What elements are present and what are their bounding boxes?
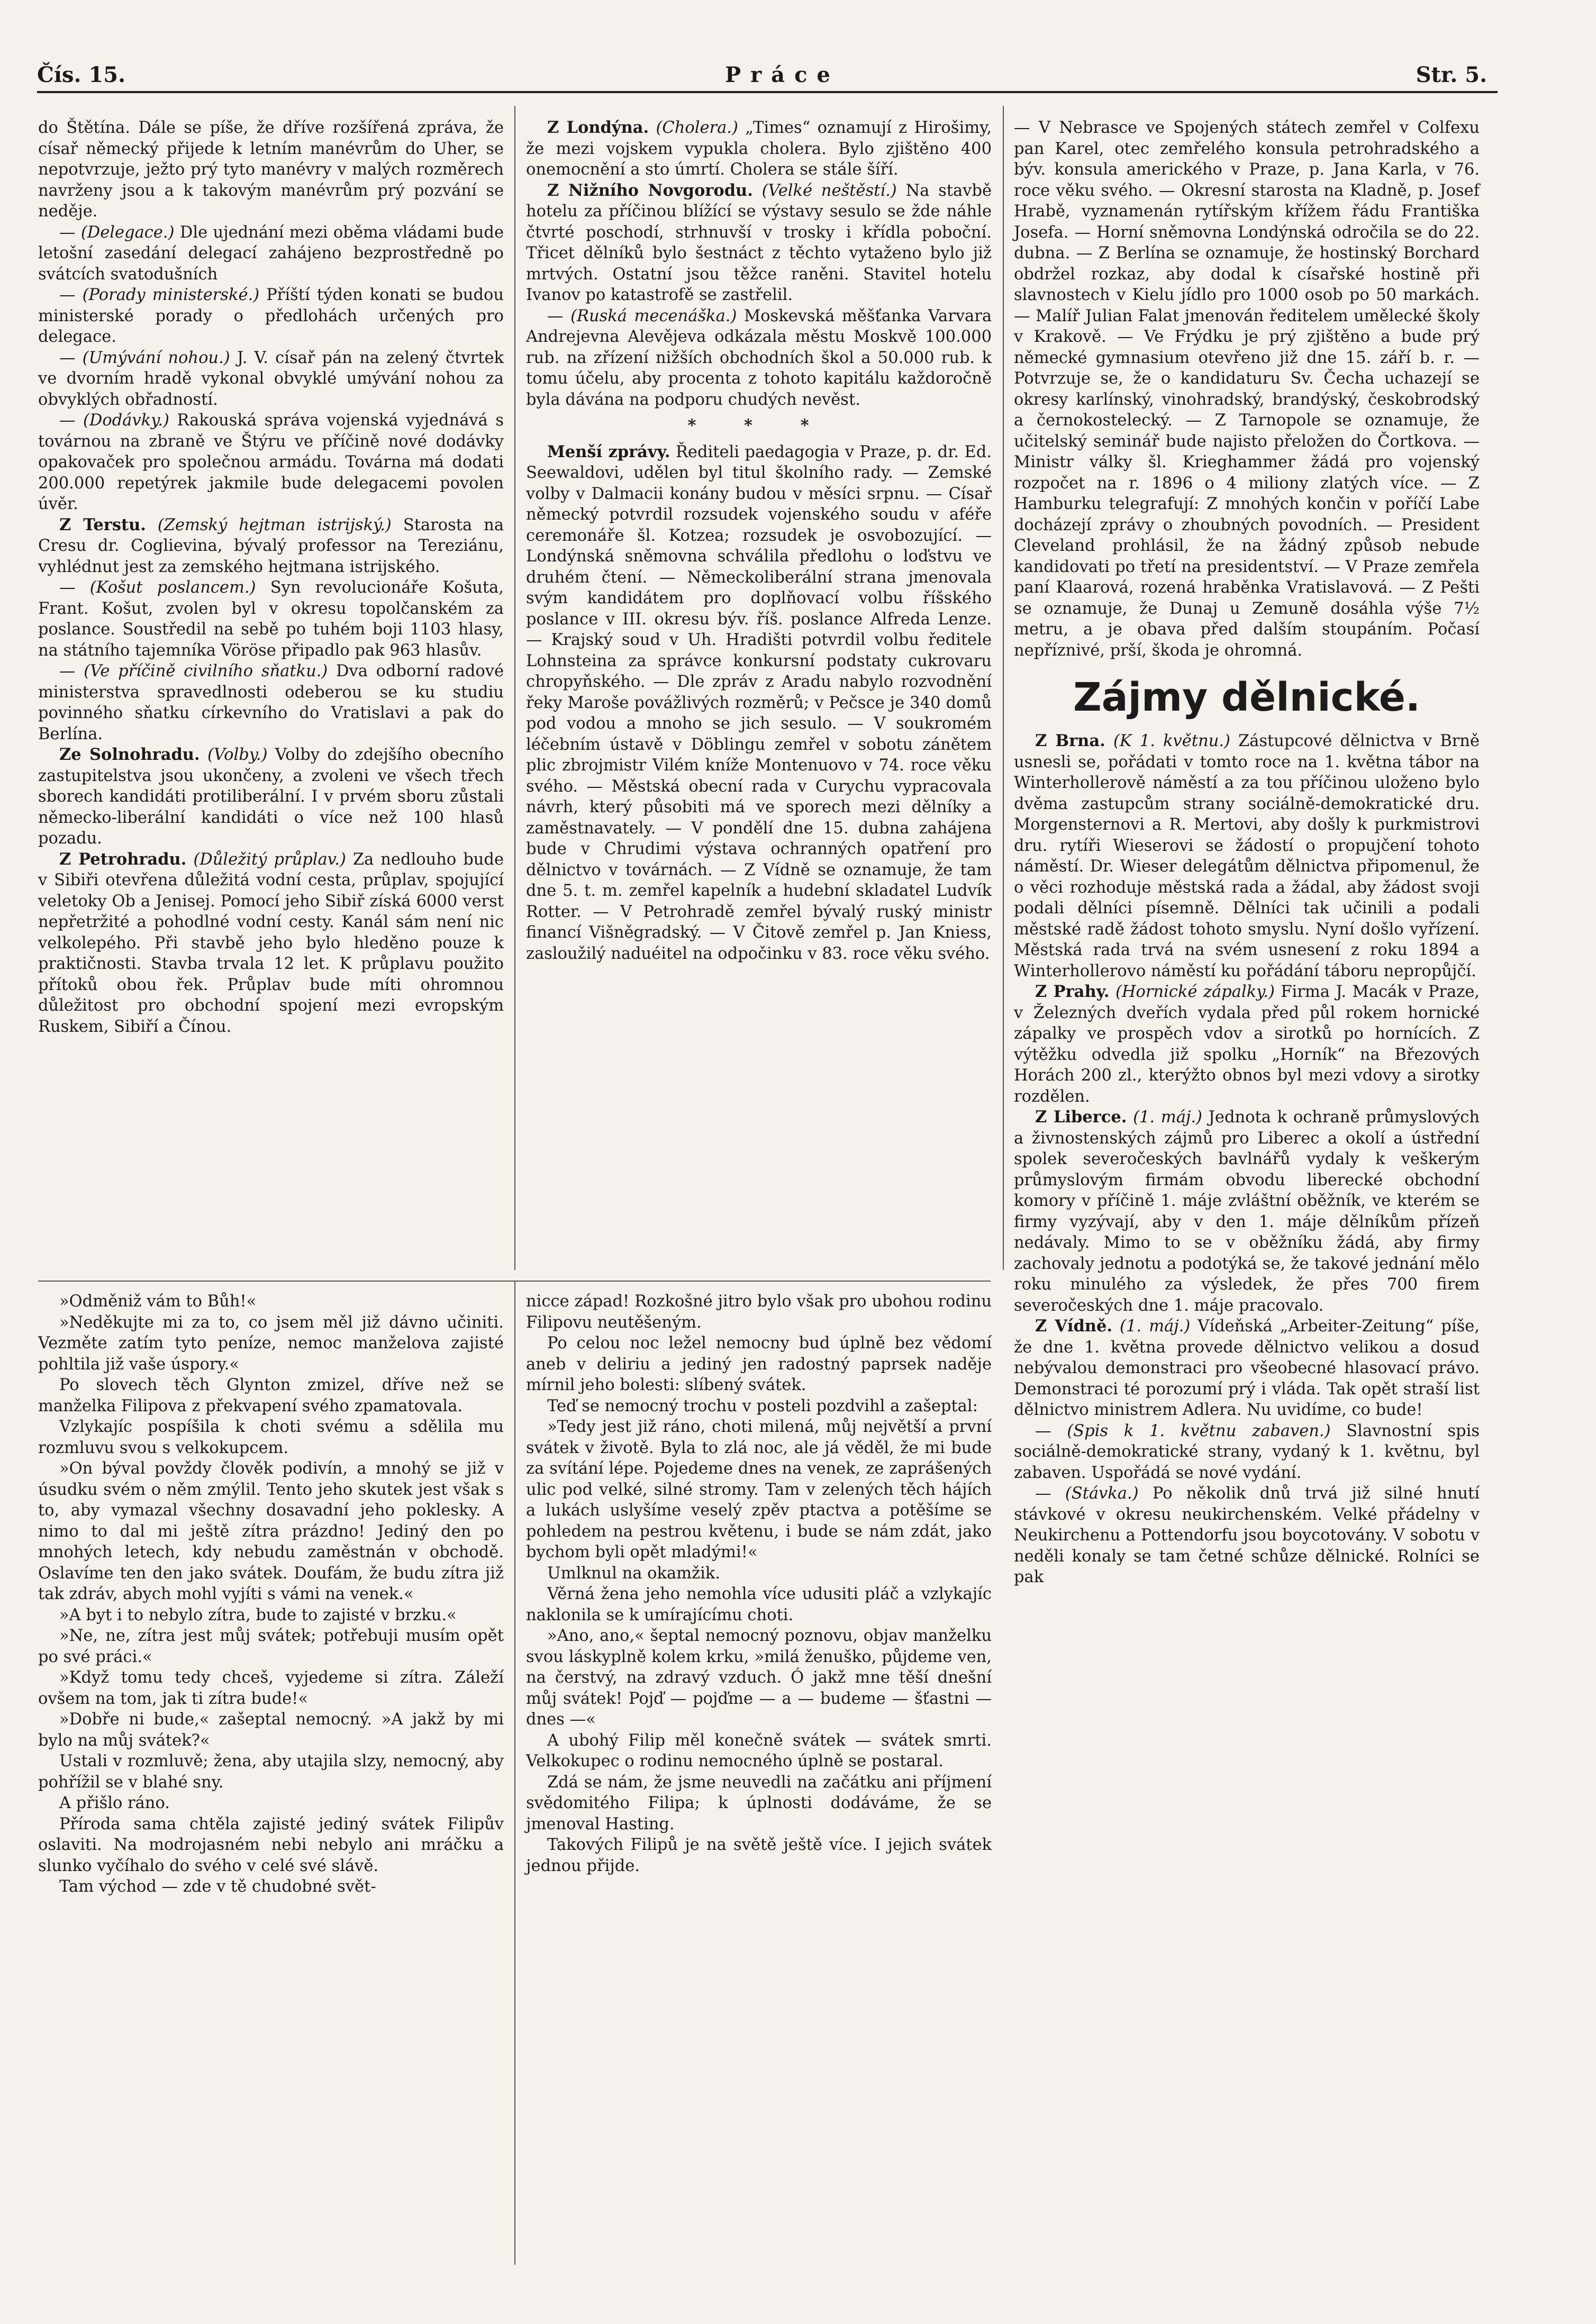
article-body: Po celou noc ležel nemocny bud úplně bez vědomí aneb v deliriu a jediný jen radostný paprsek naděje mírnil jeho bolesti: slíbený svátek. xyxy=(526,1334,992,1394)
article-title: — (Porady ministerské.) xyxy=(59,286,260,304)
column-3 xyxy=(1014,117,1480,1588)
article-body: Teď se nemocný trochu v posteli pozdvihl a zašeptal: xyxy=(547,1396,978,1415)
story-left-column xyxy=(38,1291,504,1898)
dateline: Z Terstu. xyxy=(59,515,146,534)
article-body: Zástupcové dělnictva v Brně usnesli se, pořádati v tomto roce na 1. května tábor na Winterhollerově náměstí a za tou příčinou uloženo bylo dvěma zastupcům strany sociálně-demokratické dru. Morgensternovi a R. Mertovi, aby došly k purkmistrovi dru. rytíři Wieserovi se žádostí o propujčení tohoto náměstí. Dr. Wieser delegátům dělnictva připomenul, že o věci rozhoduje městská rada a žádal, aby žádost svoji podali dělníci písemně. Dělníci tak učinili a podali městské radě žádost tohoto smyslu. Nyní došlo vyřízení. Městská rada trvá na svém usnesení z roku 1894 a Winterhollerovo náměstí ku pořádání táboru nepropůjčí. xyxy=(1014,732,1480,981)
article-paragraph xyxy=(526,1584,992,1626)
section-separator: * * * xyxy=(687,416,830,435)
article-body: Příští týden konati se budou ministerské porady o předlohách určených pro delegace. xyxy=(38,286,504,346)
article-body: Za nedlouho bude v Sibiři otevřena důležitá vodní cesta, průplav, spojující veletoky Ob a Jenisej. Pomocí jeho Sibiř získá 6000 verst nepřetržité a pohodlné vodní cesty. Kanál sám není nic velkolepého. Při stavbě jeho bylo hleděno pouze k praktičnosti. Stavba trvala 12 let. K průplavu použito přítoků obou řek. Průplav bude míti ohromnou důležitost pro obchodní spojení mezi evropským Ruskem, Sibiří a Čínou. xyxy=(38,850,504,1036)
article-body: — V Nebrasce ve Spojených státech zemřel v Colfexu pan Karel, otec zemřelého konsula petrohradského a býv. konsula amerického v Praze, p. Jana Karla, v 76. roce věku svého. — Okresní starosta na Kladně, p. Josef Hrabě, vyznamenán rytířským křížem řádu Františka Josefa. — Horní sněmovna Londýnská odročila se do 22. dubna. — Z Berlína se oznamuje, že hostinský Borchard obdržel rozkaz, aby dodal k císařské hostině při slavnostech v Kielu jídlo pro 1000 osob po 50 markách. — Malíř Julian Falat jmenován ředitelem umělecké školy v Krakově. — Ve Frýdku je prý zjištěno a bude prý německé gymnasium otevřeno již dne 15. září b. r. — Potvrzuje se, že o kandidaturu Sv. Čecha uchazejí se okresy karlínský, vinohradský, brandýský, českobrodský a černokostelecký. — Z Tarnopole se oznamuje, že učitelský seminář bude najisto přeložen do Čortkova. — Ministr války šl. Krieghammer žádá pro vojenský rozpočet na r. 1896 o 4 miliony zlatých více. — Z Hamburku telegrafují: Z mnohých končin v poříčí Labe docházejí zprávy o zhoubných povodních. — President Cleveland prohlásil, že na žádný způsob nebude kandidovati po třetí na presidentství. — V Praze zemřela paní Klaarová, rozená hraběnka Vratislavová. — Z Pešti se oznamuje, že Dunaj u Zemuně dosáhla výše 7½ metru, a je obava před dalším stoupáním. Počasí nepříznivé, prší, škoda je ohromná. xyxy=(1014,119,1480,660)
article-paragraph xyxy=(526,1291,992,1333)
dateline: Z Londýna. xyxy=(547,118,649,137)
dateline: Z Vídně. xyxy=(1035,1317,1113,1336)
story-divider xyxy=(514,1281,515,2265)
dateline: Z Brna. xyxy=(1035,731,1105,750)
article-paragraph xyxy=(38,745,504,849)
article-title: — (Umývání nohou.) xyxy=(59,348,230,367)
article-body: A ubohý Filip měl konečně svátek — svátek smrti. Velkokupec o rodinu nemocného úplně se postaral. xyxy=(526,1731,992,1771)
story-right-column xyxy=(526,1291,992,1876)
issue-number: Čís. 15. xyxy=(37,62,125,87)
article-title: (1. máj.) xyxy=(1112,1317,1191,1336)
article-body: Volby do zdejšího obecního zastupitelstva jsou ukončeny, a zvoleni ve všech třech sborech kandidáti protiliberální. I v prvém sboru zůstali německo-liberální kandidáti o více než 100 hlasů pozadu. xyxy=(38,746,504,848)
article-paragraph xyxy=(526,306,992,411)
paragraph: A přišlo ráno. xyxy=(59,1794,170,1812)
dateline: Z Nižního Novgorodu. xyxy=(547,180,753,200)
article-title: — (Dodávky.) xyxy=(59,411,169,430)
article-paragraph xyxy=(526,1835,992,1876)
article-title: (Důležitý průplav.) xyxy=(186,850,346,869)
paragraph: Tam východ — zde v tě chudobné svět- xyxy=(59,1877,376,1896)
article-body: Zdá se nám, že jsme neuvedli na začátku ani příjmení svědomitého Filipa; k úplnosti dodáváme, že se jmenoval Hasting. xyxy=(526,1773,992,1833)
article-body: Rakouská správa vojenská vyjednává s továrnou na zbraně ve Štýru ve příčině nové dodávky opakovaček pro společnou armádu. Továrna má dodati 200.000 repetýrek jakmile bude delegacemi povolen úvěr. xyxy=(38,411,504,513)
article-body: J. V. císař pán na zelený čtvrtek ve dvorním hradě vykonal obvyklé umývání nohou za obvyklých obřadností. xyxy=(38,348,504,409)
article-title: (Cholera.) xyxy=(649,119,738,137)
article-title: — (Spis k 1. květnu zabaven.) xyxy=(1035,1421,1331,1440)
article-body: Umlknul na okamžik. xyxy=(547,1564,721,1583)
article-body: „Times“ oznamují z Hirošimy, že mezi vojskem vypukla cholera. Bylo zjištěno 400 onemocnění a sto úmrtí. Cholera se stále šíří. xyxy=(526,119,992,179)
article-title: — (Delegace.) xyxy=(59,223,175,242)
section-heading: Zájmy dělnické. xyxy=(1073,675,1421,720)
article-body: »Tedy jest již ráno, choti milená, můj největší a první svátek v životě. Byla to zlá noc, ale já věděl, že mi bude za svítání lépe. Pojedeme dnes na venek, ze zaprášených ulic pod velké, silné stromy. Tam v zelených těch hájích a lukách uslyšíme veselý zpěv ptactva a potěšíme se pohledem na pestrou květenu, i bude se nám zdát, jako bychom byli opět mladými!« xyxy=(526,1418,992,1562)
article-body: Syn revolucionáře Košuta, Frant. Košut, zvolen byl v okresu topolčanském za poslance. Soustředil na sebě po tuhém boji 1103 hlasy, na státního tajemníka Vöröse připadlo pak 963 hlasův. xyxy=(38,578,504,660)
article-body: Moskevská měšťanka Varvara Andrejevna Alevějeva odkázala městu Moskvě 100.000 rub. na zřízení nižších obchodních škol a 50.000 rub. k tomu účelu, aby procenta z tohoto kapitálu každoročně byla dávána na podporu chudých nevěst. xyxy=(526,306,992,409)
paragraph: »On býval povždy člověk podivín, a mnohý se již v úsudku svém o něm zmýlil. Tento jeho skutek jest však s to, aby vymazal všechny dosavadní jeho poklesky. A nimo to dal mi ještě zítra prázdno! Jediný den po mnohých letech, kdy nebudu zaměstnán v obchodě. Oslavíme ten den jako svátek. Doufám, že budu zítra již tak zdráv, abych mohl vyjíti s vámi na venek.« xyxy=(38,1459,504,1603)
article-title: (1. máj.) xyxy=(1127,1108,1202,1127)
article-title: (Zemský hejtman istrijský.) xyxy=(146,515,392,534)
article-title: — (Stávka.) xyxy=(1035,1484,1139,1503)
article-paragraph xyxy=(526,1417,992,1563)
paragraph: »Odměniž vám to Bůh!« xyxy=(59,1292,257,1311)
article-paragraph xyxy=(1014,117,1480,661)
article-paragraph xyxy=(1014,1483,1480,1588)
paragraph: Příroda sama chtěla zajisté jediný svátek Filipův oslaviti. Na modrojasném nebi nebylo ani mráčku a slunko vyčíhalo do svého v celé své slávě. xyxy=(38,1814,504,1875)
article-body: Vídeňská „Arbeiter-Zeitung“ píše, že dne 1. května provede dělnictvo velikou a dosud nebývalou demonstraci pro všeobecné hlasovací právo. Demonstraci té porozumí prý i vláda. Tak opět straší list dělnictvo ministrem Adlera. Nu uvidíme, co bude! xyxy=(1014,1317,1480,1419)
dateline: Menší zprávy. xyxy=(547,442,670,461)
article-title: — (Ve příčině civilního sňatku.) xyxy=(59,662,328,680)
article-paragraph xyxy=(1014,982,1480,1107)
newspaper-title: Práce xyxy=(725,62,840,87)
paragraph: »Ne, ne, zítra jest můj svátek; potřebuji musím opět po své práci.« xyxy=(38,1627,504,1666)
paragraph: Ustali v rozmluvě; žena, aby utajila slzy, nemocný, aby pohřížil se v blahé sny. xyxy=(38,1752,504,1792)
paragraph: »Dobře ni bude,« zašeptal nemocný. »A jakž by mi bylo na můj svátek?« xyxy=(38,1710,504,1750)
article-paragraph xyxy=(526,1626,992,1730)
article-body: Dle ujednání mezi oběma vládami bude letošní zasedání delegací zahájeno bezprostředně po svátcích svatodušních xyxy=(38,223,504,284)
article-paragraph xyxy=(526,180,992,306)
article-body: Jednota k ochraně průmyslových a živnostenských zájmů pro Liberec a okolí a ústřední spolek severočeských bavlnářů vydaly k veškerým průmyslovým firmám obvodu liberecké obchodní komory v příčině 1. máje zvláštní oběžník, ve kterém se firmy vyzývají, aby v den 1. máje dělníkům přízeň nedávaly. Mimo to se v oběžníku žádá, aby firmy zachovaly jednotu a podotýká se, že takové jednání mělo roku minulého za výsledek, že přes 700 firem severočeských dne 1. máje pracovalo. xyxy=(1014,1108,1480,1315)
article-body: Takových Filipů je na světě ještě více. I jejich svátek jednou přijde. xyxy=(526,1836,992,1875)
article-paragraph xyxy=(526,1333,992,1396)
column-divider-1 xyxy=(514,106,515,1270)
article-paragraph xyxy=(1014,1316,1480,1421)
article-paragraph xyxy=(38,410,504,515)
article-title: — (Košut poslancem.) xyxy=(59,578,256,597)
paragraph: »A byt i to nebylo zítra, bude to zajisté v brzku.« xyxy=(59,1605,457,1624)
article-title: (Volby.) xyxy=(200,746,268,764)
article-paragraph xyxy=(38,515,504,578)
paragraph: Po slovech těch Glynton zmizel, dříve než se manželka Filipova z překvapení svého zpamatovala. xyxy=(38,1376,504,1415)
article-paragraph xyxy=(526,1396,992,1417)
article-title: (Hornické zápalky.) xyxy=(1109,983,1275,1001)
article-paragraph xyxy=(38,849,504,1038)
article-paragraph xyxy=(1014,1421,1480,1484)
header-rule xyxy=(37,91,1498,93)
article-title: — (Ruská mecenáška.) xyxy=(547,306,737,325)
paragraph: »Neděkujte mi za to, co jsem měl již dávno učiniti. Vezměte zatím tyto peníze, nemoc manželova zajisté pohltila již vaše úspory.« xyxy=(38,1313,504,1374)
article-body: Firma J. Macák v Praze, v Železných dveřích vydala před půl rokem hornické zápalky ve prospěch vdov a sirotků po hornících. Z výtěžku odvedla již spolku „Horník“ na Březových Horách 200 zl., kterýžto obnos byl mezi vdovy a sirotky rozdělen. xyxy=(1014,983,1480,1106)
dateline: Z Prahy. xyxy=(1035,982,1110,1001)
dateline: Z Petrohradu. xyxy=(59,849,187,869)
article-paragraph xyxy=(38,117,504,222)
article-paragraph xyxy=(38,577,504,661)
article-paragraph xyxy=(38,285,504,348)
article-body: Slavnostní spis sociálně-demokratické strany, vydaný k 1. květnu, byl zabaven. Uspořádá se nové vydání. xyxy=(1014,1421,1480,1482)
article-paragraph xyxy=(38,348,504,411)
article-body: Věrná žena jeho nemohla více udusiti pláč a vzlykajíc naklonila se k umírajícímu choti. xyxy=(526,1585,992,1624)
page-number: Str. 5. xyxy=(1416,62,1487,87)
article-body: Dva odborní radové ministerstva spravedlnosti odeberou se ku studiu povinného sňatku církevního do Vratislavi a pak do Berlína. xyxy=(38,662,504,743)
column-1 xyxy=(38,117,504,1037)
article-paragraph xyxy=(1014,731,1480,982)
article-paragraph xyxy=(526,117,992,180)
dateline: Ze Solnohradu. xyxy=(59,745,200,764)
article-body: nicce západ! Rozkošné jitro bylo však pro ubohou rodinu Filipovu neutěšeným. xyxy=(526,1292,992,1332)
article-paragraph xyxy=(38,222,504,285)
article-paragraph xyxy=(526,1772,992,1835)
article-body: Řediteli paedagogia v Praze, p. dr. Ed. Seewaldovi, udělen byl titul školního rady. — Zemské volby v Dalmacii konány budou v měsíci srpnu. — Císař německý potvrdil rozsudek vojenského soudu v aféře ceremonáře šl. Kotzea; rozsudek je osvobozující. — Londýnská sněmovna schválila předlohu o loďstvu ve druhém čtení. — Německoliberální strana jmenovala svým kandidátem pro doplňovací volbu říšského poslance v III. okresu býv. říš. poslance Alfreda Lenze. — Krajský soud v Uh. Hradišti potvrdil volbu ředitele Lohnsteina za správce konkursní podstaty cukrovaru chropyňského. — Dle zpráv z Aradu nabylo rozvodnění řeky Maroše povážlivých rozměrů; v Pečsce je 340 domů pod vodou a mnoho se jich sesulo. — V soukromém léčebním ústavě v Döblingu zemřel v sobotu zánětem plic zbrojmistr Vilém kníže Montenuovo v 74. roce věku svého. — Městská obecní rada v Curychu vypracovala návrh, který působiti má ve sporech mezi dělníky a zaměstnavately. — V pondělí dne 15. dubna zahájena bude v Chrudimi výstava ochranných opatření pro dělnictvo v továrnách. — Z Vídně se oznamuje, že tam dne 5. t. m. zemřel kapelník a hudební skladatel Ludvík Rotter. — V Petrohradě zemřel bývalý ruský ministr financí Višněgradský. — V Čitově zemřel p. Jan Kniess, zasloužilý naduéitel na odpočinku v 83. roce věku svého. xyxy=(526,442,992,963)
paragraph: »Když tomu tedy chceš, vyjedeme si zítra. Záleží ovšem na tom, jak ti zítra bude!« xyxy=(38,1668,504,1708)
article-body: »Ano, ano,« šeptal nemocný poznovu, objav manželku svou láskyplně kolem krku, »milá ženuško, půjdeme ven, na čerstvý, na zdravý vzduch. Ó jakž mne těší dnešní můj svátek! Pojď — pojďme — a — budeme — šťastni — dnes —« xyxy=(526,1627,992,1729)
dateline: Z Liberce. xyxy=(1035,1107,1127,1127)
article-paragraph xyxy=(526,1563,992,1584)
article-body: Starosta na Cresu dr. Coglievina, bývalý professor na Tereziánu, vyhlédnut jest za zemského hejtmana istrijského. xyxy=(38,515,504,576)
article-body: do Štětína. Dále se píše, že dříve rozšířená zpráva, že císař německý přijede k letním manévrům do Uher, se nepotvrzuje, ježto prý tyto manévry v malých rozměrech navrženy jsou a k takovým manévrům prý pozvání se neděje. xyxy=(38,119,504,221)
article-title: (K 1. květnu.) xyxy=(1105,732,1230,750)
column-divider-2 xyxy=(1003,106,1004,1270)
article-paragraph xyxy=(38,661,504,745)
paragraph: Vzlykajíc pospíšila k choti svému a sdělila mu rozmluvu svou s velkokupcem. xyxy=(38,1418,504,1457)
article-paragraph xyxy=(1014,1107,1480,1316)
page-header xyxy=(37,62,1487,94)
article-body: Po několik dnů trvá již silné hnutí stávkové v okresu neukirchenském. Velké přádelny v Neukirchenu a Pottendorfu jsou boycotovány. V sobotu v neděli konaly se tam četné schůze dělnické. Rolníci se pak xyxy=(1014,1484,1480,1586)
column-2 xyxy=(526,117,992,964)
article-paragraph xyxy=(526,442,992,965)
article-title: (Velké neštěstí.) xyxy=(752,181,897,200)
article-body: Na stavbě hotelu za příčinou blížící se výstavy sesulo se žde náhle čtvrté poschodí, strhnuvší v trosky i křídla poboční. Třicet dělníků bylo šestnáct z těchto vytaženo bylo již mrtvých. Ostatní jsou těžce raněni. Stavitel hotelu Ivanov po katastrofě se zastřelil. xyxy=(526,181,992,304)
article-paragraph xyxy=(526,1730,992,1772)
